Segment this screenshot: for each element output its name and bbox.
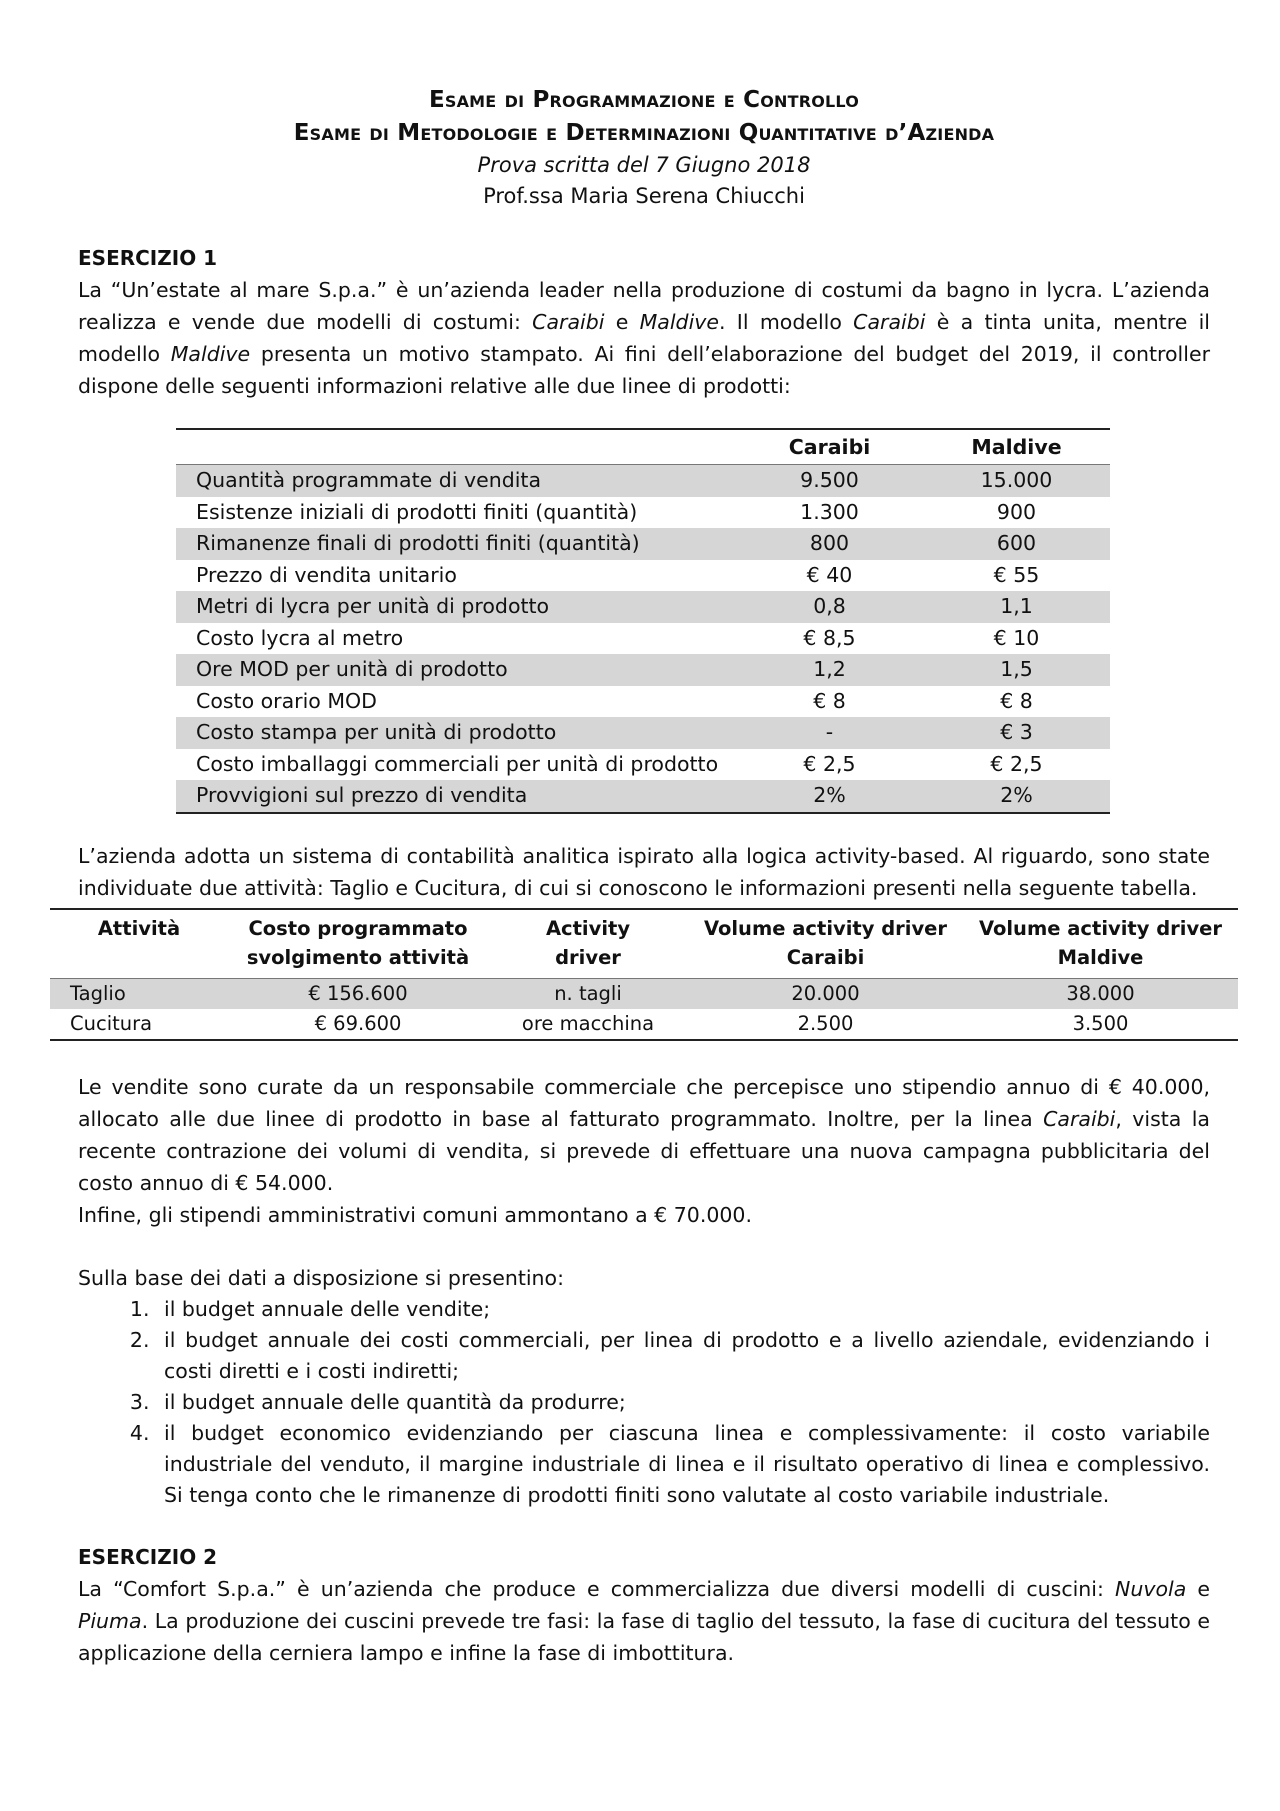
table-row: Quantità programmate di vendita 9.500 15.000 — [176, 465, 1110, 497]
abc-paragraph: L’azienda adotta un sistema di contabilità analitica ispirato alla logica activity-based. Al riguardo, sono state individuate due attività: Taglio e Cucitura, di cui si conoscono le informazioni presenti nella seguente tabella. — [78, 843, 1210, 900]
requests-intro: Sulla base dei dati a disposizione si presentino: — [78, 1265, 564, 1290]
table-row: Esistenze iniziali di prodotti finiti (quantità) 1.300 900 — [196, 499, 1037, 524]
product-data-table — [176, 428, 1110, 814]
table-row: Metri di lycra per unità di prodotto 0,8 1,1 — [176, 591, 1110, 623]
column-header: Attività — [97, 916, 181, 940]
exam-page — [70, 84, 1223, 1669]
admin-paragraph: Infine, gli stipendi amministrativi comuni ammontano a € 70.000. — [78, 1202, 752, 1227]
exercise-2-title: ESERCIZIO 2 — [78, 1544, 218, 1569]
column-header: Volume activity driver Caraibi — [703, 916, 948, 969]
column-header: Volume activity driver Maldive — [978, 916, 1223, 969]
exercise-2-intro: La “Comfort S.p.a.” è un’azienda che produce e commercializza due diversi modelli di cuscini: Nuvola e Piuma. La produzione dei cuscini prevede tre fasi: la fase di taglio del tessuto, la fase di cucitura del tessuto e applicazione della cerniera lampo e infine la fase di imbottitura. — [78, 1576, 1210, 1665]
sales-paragraph: Le vendite sono curate da un responsabile commerciale che percepisce uno stipendio annuo di € 40.000, allocato alle due linee di prodotto in base al fatturato programmato. Inoltre, per la linea Caraibi, vista la recente contrazione dei volumi di vendita, si prevede di effettuare una nuova campagna pubblicitaria del costo annuo di € 54.000. — [78, 1074, 1210, 1195]
professor-name: Prof.ssa Maria Serena Chiucchi — [483, 184, 805, 208]
list-item: 2. il budget annuale dei costi commerciali, per linea di prodotto e a livello aziendale, evidenziando i costi diretti e i costi indiretti; — [156, 1325, 1210, 1387]
table-header-row — [176, 429, 1110, 465]
activity-table — [50, 908, 1238, 1041]
table-row: Costo imballaggi commerciali per unità di prodotto € 2,5 € 2,5 — [196, 751, 1043, 776]
list-item: 4. il budget economico evidenziando per ciascuna linea e complessivamente: il costo variabile industriale del venduto, il margine industriale di linea e il risultato operativo di linea e complessivo. Si tenga conto che le rimanenze di prodotti finiti sono valutate al costo variabile industriale. — [156, 1418, 1210, 1511]
table-header-row — [50, 909, 1238, 979]
course-title-1: Esame di Programmazione e Controllo — [428, 87, 860, 113]
column-header: Activity driver — [545, 916, 631, 969]
list-item: 3. il budget annuale delle quantità da produrre; — [156, 1387, 1210, 1418]
table-row: Provvigioni sul prezzo di vendita 2% 2% — [176, 780, 1110, 813]
table-row: Costo lycra al metro € 8,5 € 10 — [196, 625, 1040, 650]
document-header — [78, 84, 1210, 212]
exercise-1-title: ESERCIZIO 1 — [78, 246, 218, 270]
table-row: Taglio € 156.600 n. tagli 20.000 38.000 — [50, 978, 1238, 1009]
table-row: Costo stampa per unità di prodotto - € 3 — [176, 717, 1110, 749]
table-row: Cucitura € 69.600 ore macchina 2.500 3.500 — [50, 1009, 1238, 1040]
table-row: Prezzo di vendita unitario € 40 € 55 — [196, 562, 1040, 587]
table-row: Costo orario MOD € 8 € 8 — [196, 688, 1033, 713]
table-row: Ore MOD per unità di prodotto 1,2 1,5 — [176, 654, 1110, 686]
column-header: Caraibi — [788, 435, 871, 459]
exercise-1-intro: La “Un’estate al mare S.p.a.” è un’azienda leader nella produzione di costumi da bagno in lycra. L’azienda realizza e vende due modelli di costumi: Caraibi e Maldive. Il modello Caraibi è a tinta unita, mentre il modello Maldive presenta un motivo stampato. Ai fini dell’elaborazione del budget del 2019, il controller dispone delle seguenti informazioni relative alle due linee di prodotti: — [78, 278, 1210, 398]
course-title-2: Esame di Metodologie e Determinazioni Quantitative d’Azienda — [293, 120, 995, 146]
column-header: Costo programmato svolgimento attività — [246, 916, 470, 969]
column-header — [176, 429, 736, 465]
request-list — [78, 1294, 1210, 1511]
table-row: Rimanenze finali di prodotti finiti (quantità) 800 600 — [176, 528, 1110, 560]
column-header: Maldive — [971, 435, 1062, 459]
list-item: 1. il budget annuale delle vendite; — [156, 1294, 1210, 1325]
exam-date: Prova scritta del 7 Giugno 2018 — [477, 153, 811, 177]
